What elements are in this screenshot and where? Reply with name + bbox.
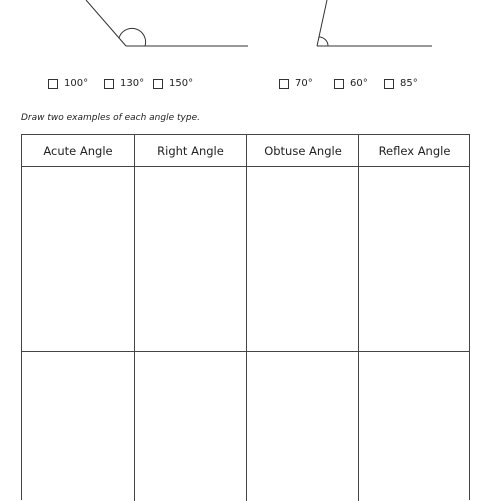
option-label: 70°	[295, 78, 313, 89]
drawing-cell-acute-1[interactable]	[22, 167, 134, 351]
drawing-cell-right-2[interactable]	[135, 352, 246, 501]
header-right-angle: Right Angle	[157, 143, 224, 158]
option-60[interactable]	[334, 77, 368, 91]
checkbox[interactable]	[104, 79, 114, 89]
option-130[interactable]	[104, 77, 144, 91]
option-100[interactable]	[48, 77, 88, 91]
header-obtuse-angle: Obtuse Angle	[264, 143, 342, 158]
drawing-cell-obtuse-1[interactable]	[247, 167, 358, 351]
drawing-cell-reflex-1[interactable]	[359, 167, 469, 351]
checkbox[interactable]	[384, 79, 394, 89]
checkbox[interactable]	[334, 79, 344, 89]
option-label: 100°	[64, 78, 89, 89]
drawing-cell-obtuse-2[interactable]	[247, 352, 358, 501]
header-acute-angle: Acute Angle	[43, 143, 113, 158]
drawing-cell-acute-2[interactable]	[22, 352, 134, 501]
option-label: 85°	[400, 78, 418, 89]
option-label: 150°	[169, 78, 194, 89]
obtuse-angle-diagram	[86, 0, 248, 46]
option-85[interactable]	[384, 77, 418, 91]
drawing-cell-right-1[interactable]	[135, 167, 246, 351]
option-label: 60°	[350, 78, 368, 89]
option-label: 130°	[120, 78, 145, 89]
option-70[interactable]	[279, 77, 313, 91]
acute-angle-diagram	[317, 0, 432, 46]
instruction-text: Draw two examples of each angle type.	[21, 113, 200, 123]
option-150[interactable]	[153, 77, 193, 91]
checkbox[interactable]	[279, 79, 289, 89]
checkbox[interactable]	[153, 79, 163, 89]
angle-table	[21, 134, 470, 500]
header-reflex-angle: Reflex Angle	[378, 143, 451, 158]
angle-diagrams	[0, 0, 500, 70]
checkbox[interactable]	[48, 79, 58, 89]
drawing-cell-reflex-2[interactable]	[359, 352, 469, 501]
